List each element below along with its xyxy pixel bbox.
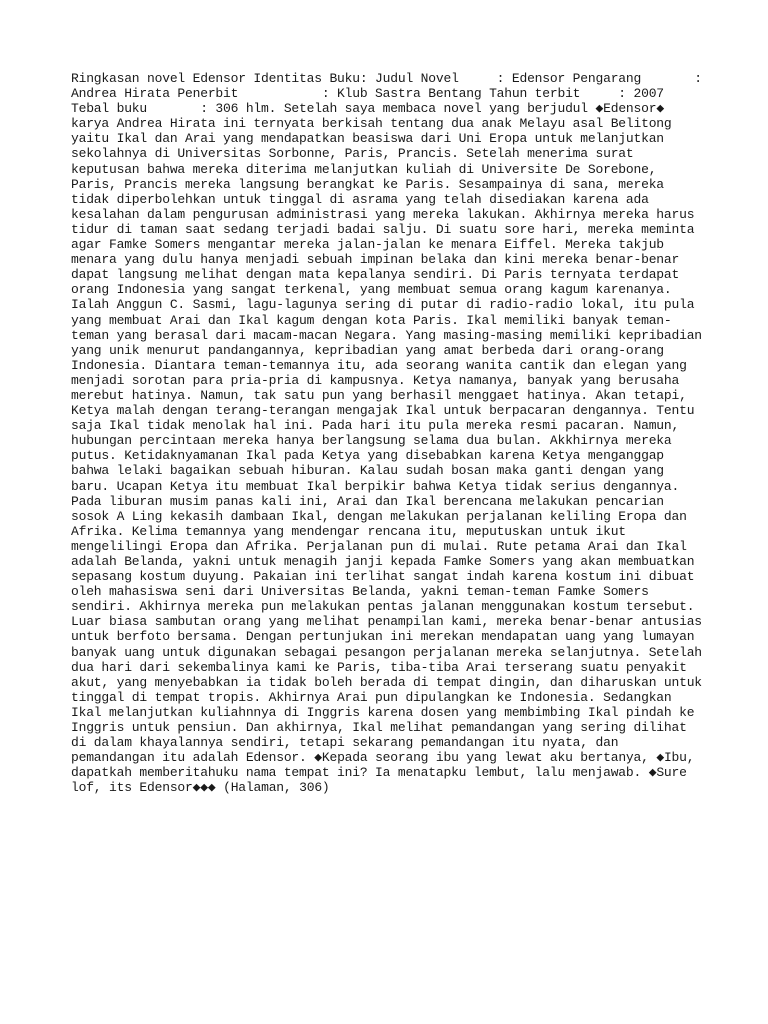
text-line: Tebal buku : 306 hlm. Setelah saya membaca novel yang berjudul ◆Edensor◆ [71,101,664,117]
text-line: keputusan bahwa mereka diterima melanjutkan kuliah di Universite De Sorebone, [71,161,657,177]
text-line: sendiri. Akhirnya mereka pun melakukan pentas jalanan menggunakan kostum tersebut. [71,599,695,615]
text-line: putus. Ketidaknyamanan Ikal pada Ketya yang disebabkan karena Ketya menganggap [71,448,664,464]
text-line: mengelilingi Eropa dan Afrika. Perjalanan pun di mulai. Rute petama Arai dan Ikal [71,538,687,554]
text-line: menjadi sorotan para pria-pria di kampusnya. Ketya namanya, banyak yang berusaha [71,372,680,388]
text-line: Luar biasa sambutan orang yang melihat penampilan kami, mereka benar-benar antusias [71,614,702,630]
text-line: merebut hatinya. Namun, tak satu pun yang berhasil menggaet hatinya. Akan tetapi, [71,387,687,403]
text-line: hubungan percintaan mereka hanya berlangsung selama dua bulan. Akkhirnya mereka [71,433,672,449]
text-line: Ketya malah dengan terang-terangan mengajak Ikal untuk berpacaran dengannya. Tentu [71,403,695,419]
text-line: Indonesia. Diantara teman-temannya itu, ada seorang wanita cantik dan elegan yang [71,357,687,373]
text-line: lof, its Edensor◆◆◆ (Halaman, 306) [71,780,330,796]
text-line: saja Ikal tidak menolak hal ini. Pada hari itu pula mereka resmi pacaran. Namun, [71,418,680,434]
text-line: bahwa lelaki bagaikan sebuah hiburan. Kalau sudah bosan maka ganti dengan yang [71,463,664,479]
text-line: untuk berfoto bersama. Dengan pertunjukan ini merekan mendapatan uang yang lumayan [71,629,695,645]
text-line: dapat langsung melihat dengan mata kepalanya sendiri. Di Paris ternyata terdapat [71,267,680,283]
text-line: Andrea Hirata Penerbit : Klub Sastra Bentang Tahun terbit : 2007 [71,86,664,102]
text-line: menara yang dulu hanya menjadi sebuah impinan belaka dan kini mereka benar-benar [71,252,680,268]
text-line: sekolahnya di Universitas Sorbonne, Paris, Prancis. Setelah menerima surat [71,146,634,162]
text-line: Pada liburan musim panas kali ini, Arai dan Ikal berencana melakukan pencarian [71,493,664,509]
text-line: baru. Ucapan Ketya itu membuat Ikal berpikir bahwa Ketya tidak serius dengannya. [71,478,680,494]
text-line: banyak uang untuk digunakan sebagai pesangon perjalanan mereka selanjutnya. Setelah [71,644,702,660]
text-line: pemandangan itu adalah Edensor. ◆Kepada seorang ibu yang lewat aku bertanya, ◆Ibu, [71,750,695,766]
text-line: yang unik menurut pandangannya, kepribadian yang amat berbeda dari orang-orang [71,342,664,358]
text-line: dapatkah memberitahuku nama tempat ini? Ia menatapku lembut, lalu menjawab. ◆Sure [71,765,687,781]
text-line: kesalahan dalam pengurusan administrasi yang mereka lakukan. Akhirnya mereka harus [71,206,695,222]
text-line: Ringkasan novel Edensor Identitas Buku: Judul Novel : Edensor Pengarang : [71,71,702,86]
text-line: di dalam khayalannya sendiri, tetapi sekarang pemandangan itu nyata, dan [71,735,619,751]
text-line: yaitu Ikal dan Arai yang mendapatkan beasiswa dari Uni Eropa untuk melanjutkan [71,131,664,147]
text-line: tidur di taman saat sedang terjadi badai salju. Di suatu sore hari, mereka meminta [71,221,695,237]
text-line: Ialah Anggun C. Sasmi, lagu-lagunya sering di putar di radio-radio lokal, itu pula [71,297,695,313]
document-body-text [71,71,711,796]
text-line: sepasang kostum duyung. Pakaian ini terlihat sangat indah karena kostum ini dibuat [71,569,695,585]
text-line: teman yang berasal dari macam-macan Negara. Yang masing-masing memiliki kepribadian [71,327,702,343]
text-line: oleh mahasiswa seni dari Universitas Belanda, yakni teman-teman Famke Somers [71,584,649,600]
text-line: Inggris untuk pensiun. Dan akhirnya, Ikal melihat pemandangan yang sering dilihat [71,720,687,736]
text-line: agar Famke Somers mengantar mereka jalan-jalan ke menara Eiffel. Mereka takjub [71,237,664,253]
text-line: karya Andrea Hirata ini ternyata berkisah tentang dua anak Melayu asal Belitong [71,116,672,132]
text-line: orang Indonesia yang sangat terkenal, yang membuat semua orang kagum karenanya. [71,282,672,298]
text-line: tinggal di tempat tropis. Akhirnya Arai pun dipulangkan ke Indonesia. Sedangkan [71,689,672,705]
text-line: Afrika. Kelima temannya yang mendengar rencana itu, meputuskan untuk ikut [71,523,626,539]
text-line: tidak diperbolehkan untuk tinggal di asrama yang telah disediakan karena ada [71,191,649,207]
text-line: yang membuat Arai dan Ikal kagum dengan kota Paris. Ikal memiliki banyak teman- [71,312,672,328]
text-line: sosok A Ling kekasih dambaan Ikal, dengan melakukan perjalanan keliling Eropa dan [71,508,687,524]
text-line: dua hari dari sekembalinya kami ke Paris, tiba-tiba Arai terserang suatu penyakit [71,659,687,675]
text-line: akut, yang menyebabkan ia tidak boleh berada di tempat dingin, dan diharuskan untuk [71,674,702,690]
text-line: Paris, Prancis mereka langsung berangkat ke Paris. Sesampainya di sana, mereka [71,176,664,192]
text-line: adalah Belanda, yakni untuk menagih janji kepada Famke Somers yang akan membuatkan [71,554,695,569]
text-line: Ikal melanjutkan kuliahnnya di Inggris karena dosen yang membimbing Ikal pindah ke [71,704,695,720]
